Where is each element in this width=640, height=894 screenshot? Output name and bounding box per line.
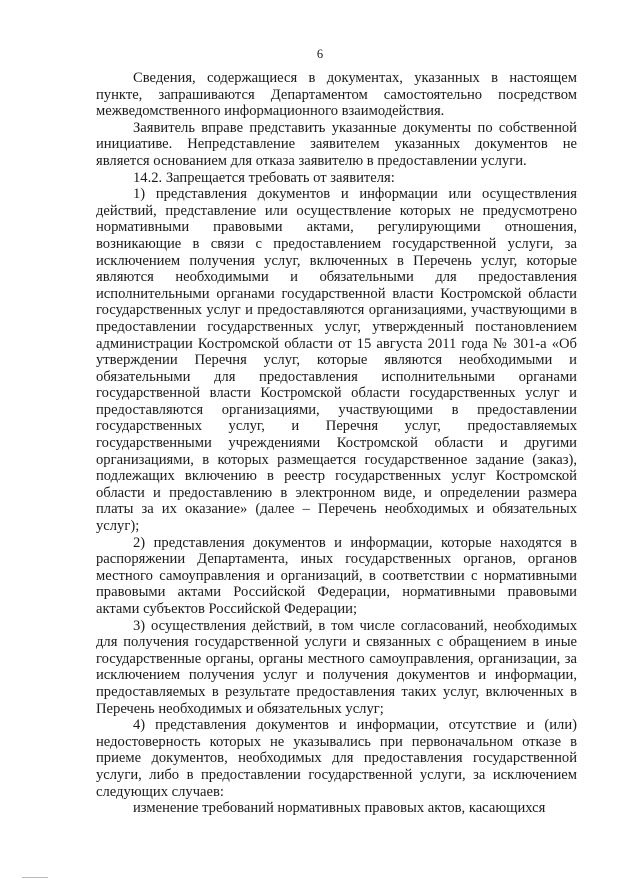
paragraph-14-2-heading: 14.2. Запрещается требовать от заявителя: (133, 169, 395, 186)
paragraph-info-requested: Сведения, содержащиеся в документах, указанных в настоящем пункте, запрашиваются Департаментом самостоятельно посредством межведомственного информационного взаимодействия. (96, 70, 577, 120)
scan-artifact-line (22, 877, 48, 878)
page-number: 6 (316, 47, 324, 61)
paragraph-item-3: 3) осуществления действий, в том числе согласований, необходимых для получения государственной услуги и связанных с обращением в иные государственные органы, органы местного самоуправления, организации, за исключением получения услуг и получения документов и информации, предоставляемых в результате предоставления таких услуг, включенных в Перечень необходимых и обязательных услуг; (96, 617, 577, 717)
paragraph-item-1: 1) представления документов и информации или осуществления действий, представление или осуществление которых не предусмотрено нормативными правовыми актами, регулирующими отношения, возникающие в связи с предоставлением государственной услуги, за исключением получения услуг, включенных в Перечень услуг, которые являются необходимыми и обязательными для предоставления исполнительными органами государственной власти Костромской области государственных услуг и предоставляются организациями, участвующими в предоставлении государственных услуг, утвержденный постановлением администрации Костромской области от 15 августа 2011 года № 301-а «Об утверждении Перечня услуг, которые являются необходимыми и обязательными для предоставления исполнительными органами государственной власти Костромской области государственных услуг и предоставляются организациями, участвующими в предоставлении государственных услуг, и Перечня услуг, предоставляемых государственными учреждениями Костромской области и другими организациями, в которых размещается государственное задание (заказ), подлежащих включению в реестр государственных услуг Костромской области и предоставлению в электронном виде, и определении размера платы за их оказание» (далее – Перечень необходимых и обязательных услуг); (96, 186, 577, 535)
paragraph-applicant-initiative: Заявитель вправе представить указанные документы по собственной инициативе. Непредставление заявителем указанных документов не является основанием для отказа заявителю в предоставлении услуги. (96, 119, 577, 169)
document-body (96, 70, 577, 817)
paragraph-change-requirements: изменение требований нормативных правовых актов, касающихся (133, 800, 546, 817)
paragraph-item-4: 4) представления документов и информации, отсутствие и (или) недостоверность которых не указывались при первоначальном отказе в приеме документов, необходимых для предоставления государственной услуги, либо в предоставлении государственной услуги, за исключением следующих случаев: (96, 717, 577, 800)
paragraph-item-2: 2) представления документов и информации, которые находятся в распоряжении Департамента, иных государственных органов, органов местного самоуправления и организаций, в соответствии с нормативными правовыми актами Российской Федерации, нормативными правовыми актами субъектов Российской Федерации; (96, 534, 577, 617)
